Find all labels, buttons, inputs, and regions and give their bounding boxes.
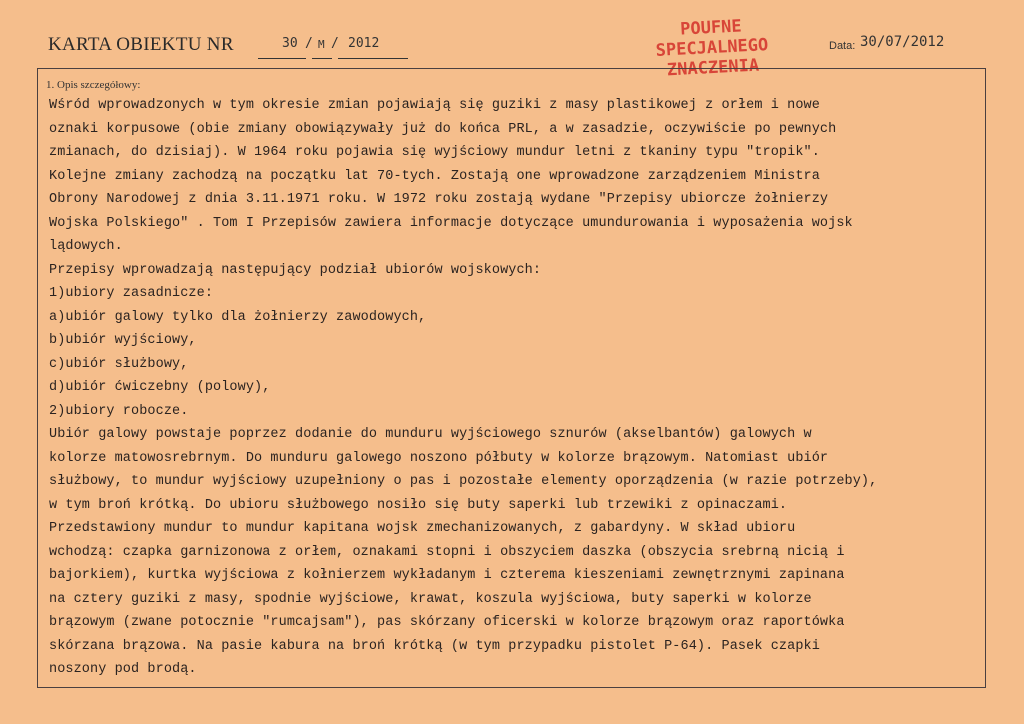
- description-line: w tym broń krótką. Do ubioru służbowego nosiło się buty saperki lub trzewiki z opinaczami.: [49, 497, 788, 513]
- description-line: Wojska Polskiego" . Tom I Przepisów zawiera informacje dotyczące umundurowania i wyposażenia wojsk: [49, 215, 853, 231]
- nr-value-part2: M: [318, 38, 325, 51]
- description-line: brązowym (zwane potocznie "rumcajsam"), pas skórzany oficerski w kolorze brązowym oraz raportówka: [49, 615, 845, 630]
- card-title: KARTA OBIEKTU NR: [48, 34, 234, 55]
- date-value: 30/07/2012: [860, 34, 945, 50]
- stamp-line-1: POUFNE: [679, 16, 743, 40]
- description-line: oznaki korpusowe (obie zmiany obowiązywały już do końca PRL, a w zasadzie, oczywiście po pewnych: [49, 121, 837, 137]
- description-line: skórzana brązowa. Na pasie kabura na broń krótką (w tym przypadku pistolet P-64). Pasek czapki: [49, 638, 820, 654]
- description-line: wchodzą: czapka garnizonowa z orłem, oznakami stopni i obszyciem daszka (obszycia srebrną nicią i: [49, 544, 845, 560]
- description-line: Obrony Narodowej z dnia 3.11.1971 roku. W 1972 roku zostają wydane "Przepisy ubiorcze żołnierzy: [49, 192, 829, 207]
- description-line: służbowy, to mundur wyjściowy uzupełniony o pas i pozostałe elementy oporządzenia (w razie potrzeby),: [49, 474, 878, 489]
- description-line: d)ubiór ćwiczebny (polowy),: [49, 380, 271, 395]
- description-line: 1)ubiory zasadnicze:: [49, 286, 214, 301]
- description-line: kolorze matowosrebrnym. Do munduru galowego noszono półbuty w kolorze brązowym. Natomiast ubiór: [49, 450, 829, 466]
- description-line: Przedstawiony mundur to mundur kapitana wojsk zmechanizowanych, z gabardyny. W skład ubioru: [49, 521, 796, 536]
- description-line: lądowych.: [49, 239, 123, 254]
- description-line: Przepisy wprowadzają następujący podział ubiorów wojskowych:: [49, 262, 542, 278]
- description-line: na cztery guziki z masy, spodnie wyjściowe, krawat, koszula wyjściowa, buty saperki w kolorze: [49, 591, 812, 607]
- nr-value-part1: 30: [282, 36, 298, 51]
- description-line: bajorkiem), kurtka wyjściowa z kołnierzem wykładanym i czterema kieszeniami zewnętrznymi zapinana: [49, 568, 845, 583]
- description-line: b)ubiór wyjściowy,: [49, 333, 197, 348]
- stamp-line-2: SPECJALNEGO: [655, 35, 769, 61]
- description-line: Kolejne zmiany zachodzą na początku lat 70-tych. Zostają one wprowadzone zarządzeniem Ministra: [49, 168, 820, 184]
- description-line: noszony pod brodą.: [49, 662, 197, 677]
- description-line: 2)ubiory robocze.: [49, 403, 189, 419]
- date-label: Data:: [829, 40, 856, 52]
- description-line: zmianach, do dzisiaj). W 1964 roku pojawia się wyjściowy mundur letni z tkaniny typu "tropik".: [49, 145, 820, 160]
- description-line: c)ubiór służbowy,: [49, 356, 189, 372]
- description-line: a)ubiór galowy tylko dla żołnierzy zawodowych,: [49, 309, 427, 325]
- stamp-line-3: ZNACZENIA: [666, 55, 760, 81]
- description-line: Ubiór galowy powstaje poprzez dodanie do munduru wyjściowego sznurów (akselbantów) galowych w: [49, 427, 812, 442]
- description-body: [49, 94, 969, 682]
- nr-value-part3: 2012: [348, 36, 380, 51]
- section-label: 1. Opis szczegółowy:: [46, 79, 141, 91]
- description-line: Wśród wprowadzonych w tym okresie zmian pojawiają się guziki z masy plastikowej z orłem i nowe: [49, 98, 820, 113]
